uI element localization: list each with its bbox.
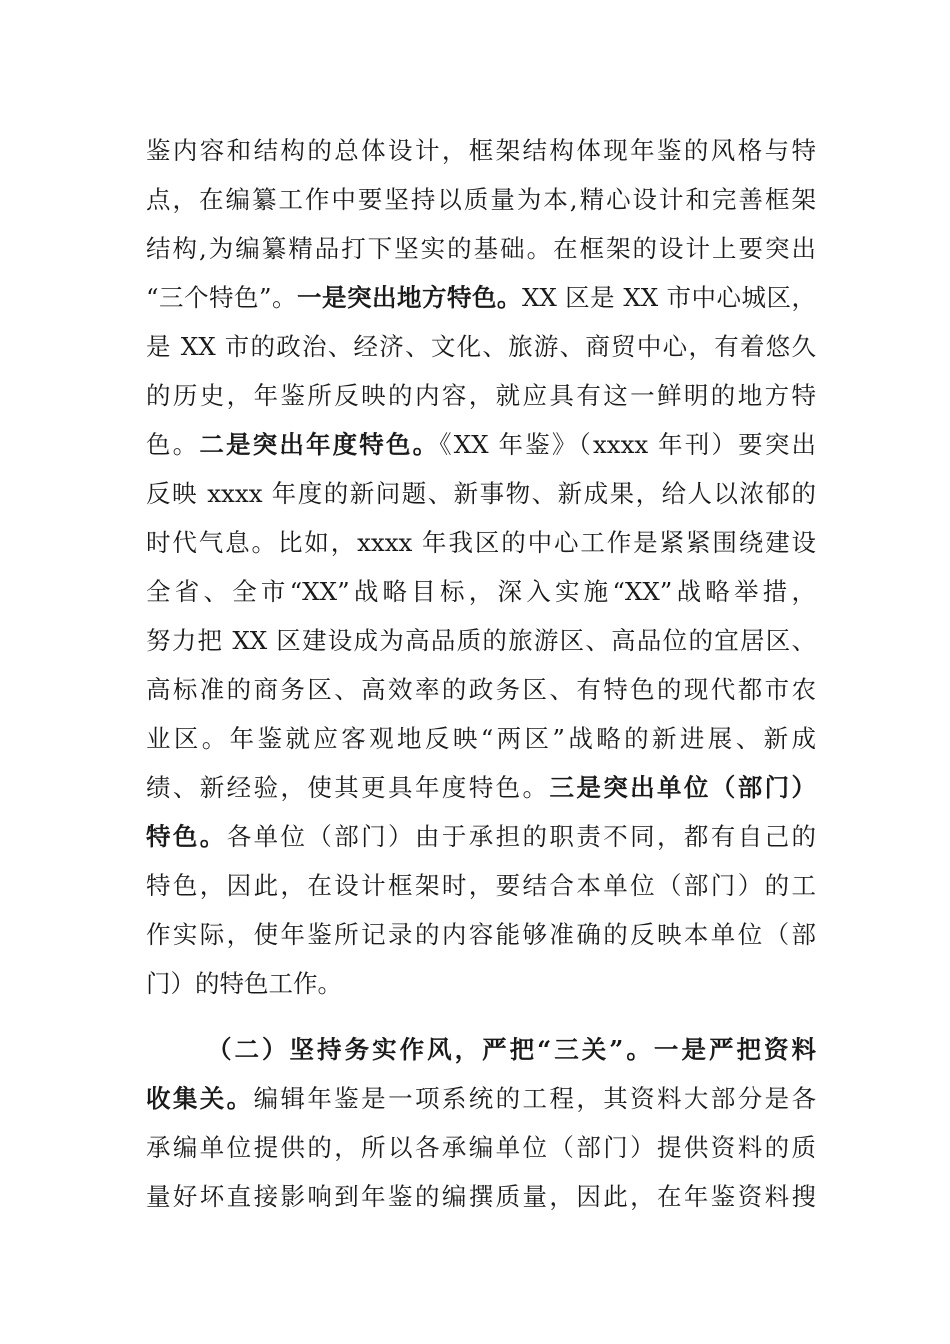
text-line-2 xyxy=(146,180,816,220)
bold-text-run: 收集关。 xyxy=(146,1084,254,1113)
text-run: 《XX 年鉴》（xxxx 年刊）要突出 xyxy=(439,430,817,459)
text-line-13 xyxy=(146,719,816,759)
text-run: 时代气息。比如，xxxx 年我区的中心工作是紧紧围绕建设 xyxy=(146,528,816,557)
text-run: 特色，因此，在设计框架时，要结合本单位（部门）的工 xyxy=(146,871,816,900)
text-line-5 xyxy=(146,327,816,367)
text-line-9 xyxy=(146,523,816,563)
bold-text-run: 三是突出单位（部门） xyxy=(549,773,816,802)
text-line-3 xyxy=(146,229,816,269)
text-run: 承编单位提供的，所以各承编单位（部门）提供资料的质 xyxy=(146,1133,816,1162)
bold-text-run: 二是突出年度特色。 xyxy=(199,430,440,459)
text-run: XX 区是 XX 市中心城区， xyxy=(521,283,816,312)
bold-text-run: （二）坚持务实作风，严把“三关”。一是严把资料 xyxy=(207,1035,816,1064)
text-run: 作实际，使年鉴所记录的内容能够准确的反映本单位（部 xyxy=(146,920,816,949)
text-line-15 xyxy=(146,817,816,857)
text-line-20 xyxy=(146,1079,816,1119)
text-line-8 xyxy=(146,474,816,514)
text-run: 鉴内容和结构的总体设计，框架结构体现年鉴的风格与特 xyxy=(146,136,816,165)
text-run: 各单位（部门）由于承担的职责不同，都有自己的 xyxy=(226,822,816,851)
text-run: 努力把 XX 区建设成为高品质的旅游区、高品位的宜居区、 xyxy=(146,626,816,655)
text-line-4 xyxy=(146,278,816,318)
text-run: 色。 xyxy=(146,430,200,459)
section-heading-line xyxy=(207,1030,816,1070)
text-line-18 xyxy=(146,964,816,1004)
text-line-12 xyxy=(146,670,816,710)
text-line-16 xyxy=(146,866,816,906)
text-line-6 xyxy=(146,376,816,416)
text-line-17 xyxy=(146,915,816,955)
bold-text-run: 特色。 xyxy=(146,822,227,851)
text-run: 门）的特色工作。 xyxy=(146,969,342,998)
text-line-10 xyxy=(146,572,816,612)
text-run: 高标准的商务区、高效率的政务区、有特色的现代都市农 xyxy=(146,675,816,704)
text-run: 反映 xxxx 年度的新问题、新事物、新成果，给人以浓郁的 xyxy=(146,479,816,508)
text-run: 全省、全市“XX”战略目标，深入实施“XX”战略举措， xyxy=(146,577,816,606)
text-run: 绩、新经验，使其更具年度特色。 xyxy=(146,773,550,802)
text-line-21 xyxy=(146,1128,816,1168)
text-run: 结构,为编纂精品打下坚实的基础。在框架的设计上要突出 xyxy=(146,234,816,263)
text-line-7 xyxy=(146,425,816,465)
text-run: 是 XX 市的政治、经济、文化、旅游、商贸中心，有着悠久 xyxy=(146,332,816,361)
text-line-14 xyxy=(146,768,816,808)
text-run: 量好坏直接影响到年鉴的编撰质量，因此，在年鉴资料搜 xyxy=(146,1182,816,1211)
text-run: 的历史，年鉴所反映的内容，就应具有这一鲜明的地方特 xyxy=(146,381,816,410)
text-line-22 xyxy=(146,1177,816,1217)
text-run: “三个特色”。 xyxy=(146,283,297,312)
text-line-1 xyxy=(146,131,816,171)
text-line-11 xyxy=(146,621,816,661)
text-run: 业区。年鉴就应客观地反映“两区”战略的新进展、新成 xyxy=(146,724,816,753)
text-run: 点，在编纂工作中要坚持以质量为本,精心设计和完善框架 xyxy=(146,185,816,214)
bold-text-run: 一是突出地方特色。 xyxy=(297,283,522,312)
text-run: 编辑年鉴是一项系统的工程，其资料大部分是各 xyxy=(253,1084,817,1113)
